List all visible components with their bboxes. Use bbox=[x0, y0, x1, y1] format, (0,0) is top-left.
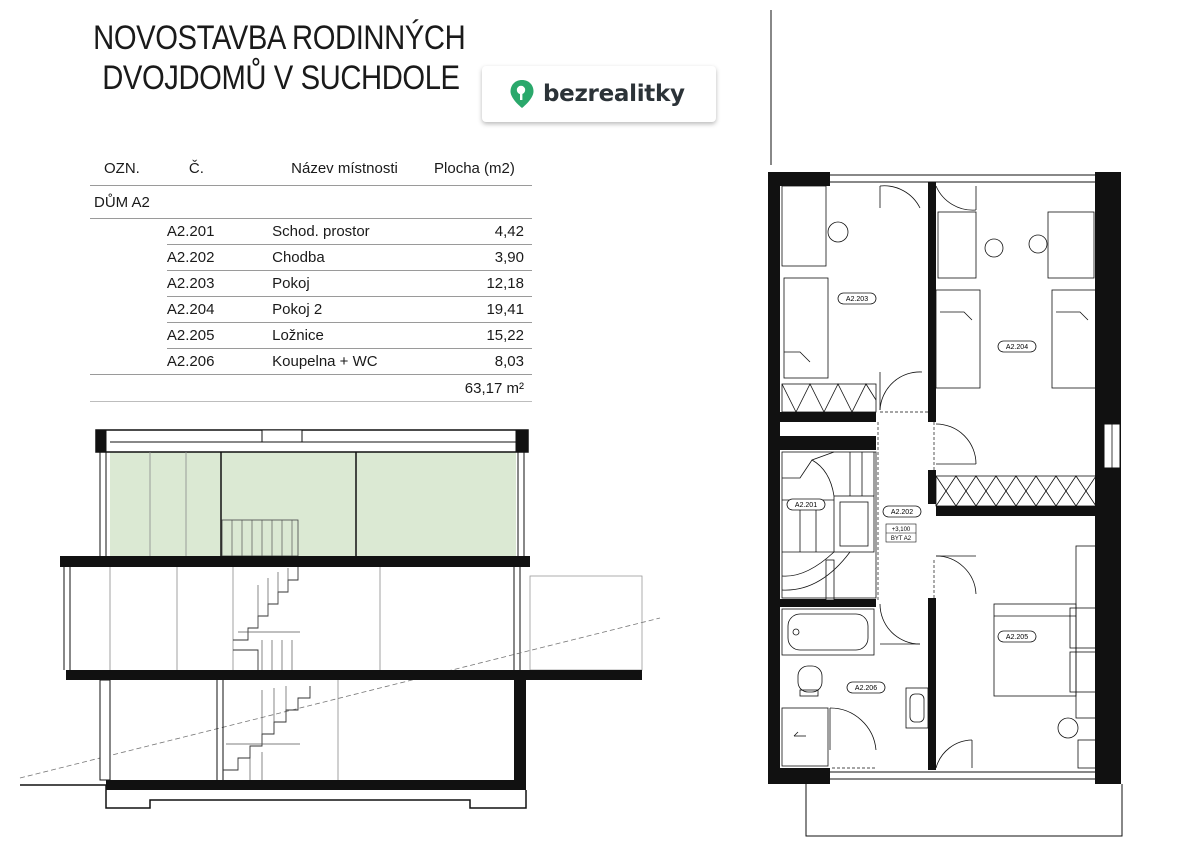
room-code: A2.206 bbox=[167, 349, 272, 375]
highlighted-floor bbox=[110, 452, 516, 556]
room-code: A2.204 bbox=[167, 297, 272, 323]
unit-label: BYT A2 bbox=[890, 536, 912, 542]
room-tag-201 bbox=[787, 499, 825, 510]
room-code: A2.205 bbox=[167, 323, 272, 349]
room-label-203: A2.203 bbox=[845, 296, 869, 303]
total-area: 63,17 m² bbox=[417, 375, 532, 402]
title-line-1: NOVOSTAVBA RODINNÝCH bbox=[93, 19, 466, 57]
header-area: Plocha (m2) bbox=[417, 152, 532, 186]
room-label-204: A2.204 bbox=[1005, 344, 1029, 351]
room-label-206: A2.206 bbox=[854, 685, 878, 692]
room-tag-205 bbox=[998, 631, 1036, 642]
room-tag-202 bbox=[883, 506, 921, 517]
building-section bbox=[20, 430, 660, 808]
room-area: 12,18 bbox=[417, 271, 532, 297]
room-tag-204 bbox=[998, 341, 1036, 352]
room-area: 8,03 bbox=[417, 349, 532, 375]
room-name: Pokoj 2 bbox=[272, 297, 417, 323]
room-code: A2.203 bbox=[167, 271, 272, 297]
room-label-201: A2.201 bbox=[794, 502, 818, 509]
header-name: Název místnosti bbox=[272, 152, 417, 186]
room-area: 15,22 bbox=[417, 323, 532, 349]
floor-plan bbox=[768, 10, 1122, 836]
room-tag-203 bbox=[838, 293, 876, 304]
room-name: Chodba bbox=[272, 245, 417, 271]
room-name: Schod. prostor bbox=[272, 219, 417, 245]
room-area: 19,41 bbox=[417, 297, 532, 323]
logo-text: bezrealitky bbox=[543, 81, 685, 107]
room-code: A2.201 bbox=[167, 219, 272, 245]
room-label-202: A2.202 bbox=[890, 509, 914, 516]
level-tag bbox=[886, 524, 916, 542]
room-tag-206 bbox=[847, 682, 885, 693]
room-name: Koupelna + WC bbox=[272, 349, 417, 375]
room-area: 4,42 bbox=[417, 219, 532, 245]
header-ozn: OZN. bbox=[90, 152, 167, 186]
room-name: Ložnice bbox=[272, 323, 417, 349]
room-label-205: A2.205 bbox=[1005, 634, 1029, 641]
room-name: Pokoj bbox=[272, 271, 417, 297]
level-value: +3,100 bbox=[891, 527, 911, 533]
header-c: Č. bbox=[167, 152, 272, 186]
plan-room-labels bbox=[787, 293, 1036, 693]
title-line-2: DVOJDOMŮ V SUCHDOLE bbox=[102, 59, 460, 97]
house-label: DŮM A2 bbox=[90, 186, 532, 219]
room-area: 3,90 bbox=[417, 245, 532, 271]
room-code: A2.202 bbox=[167, 245, 272, 271]
